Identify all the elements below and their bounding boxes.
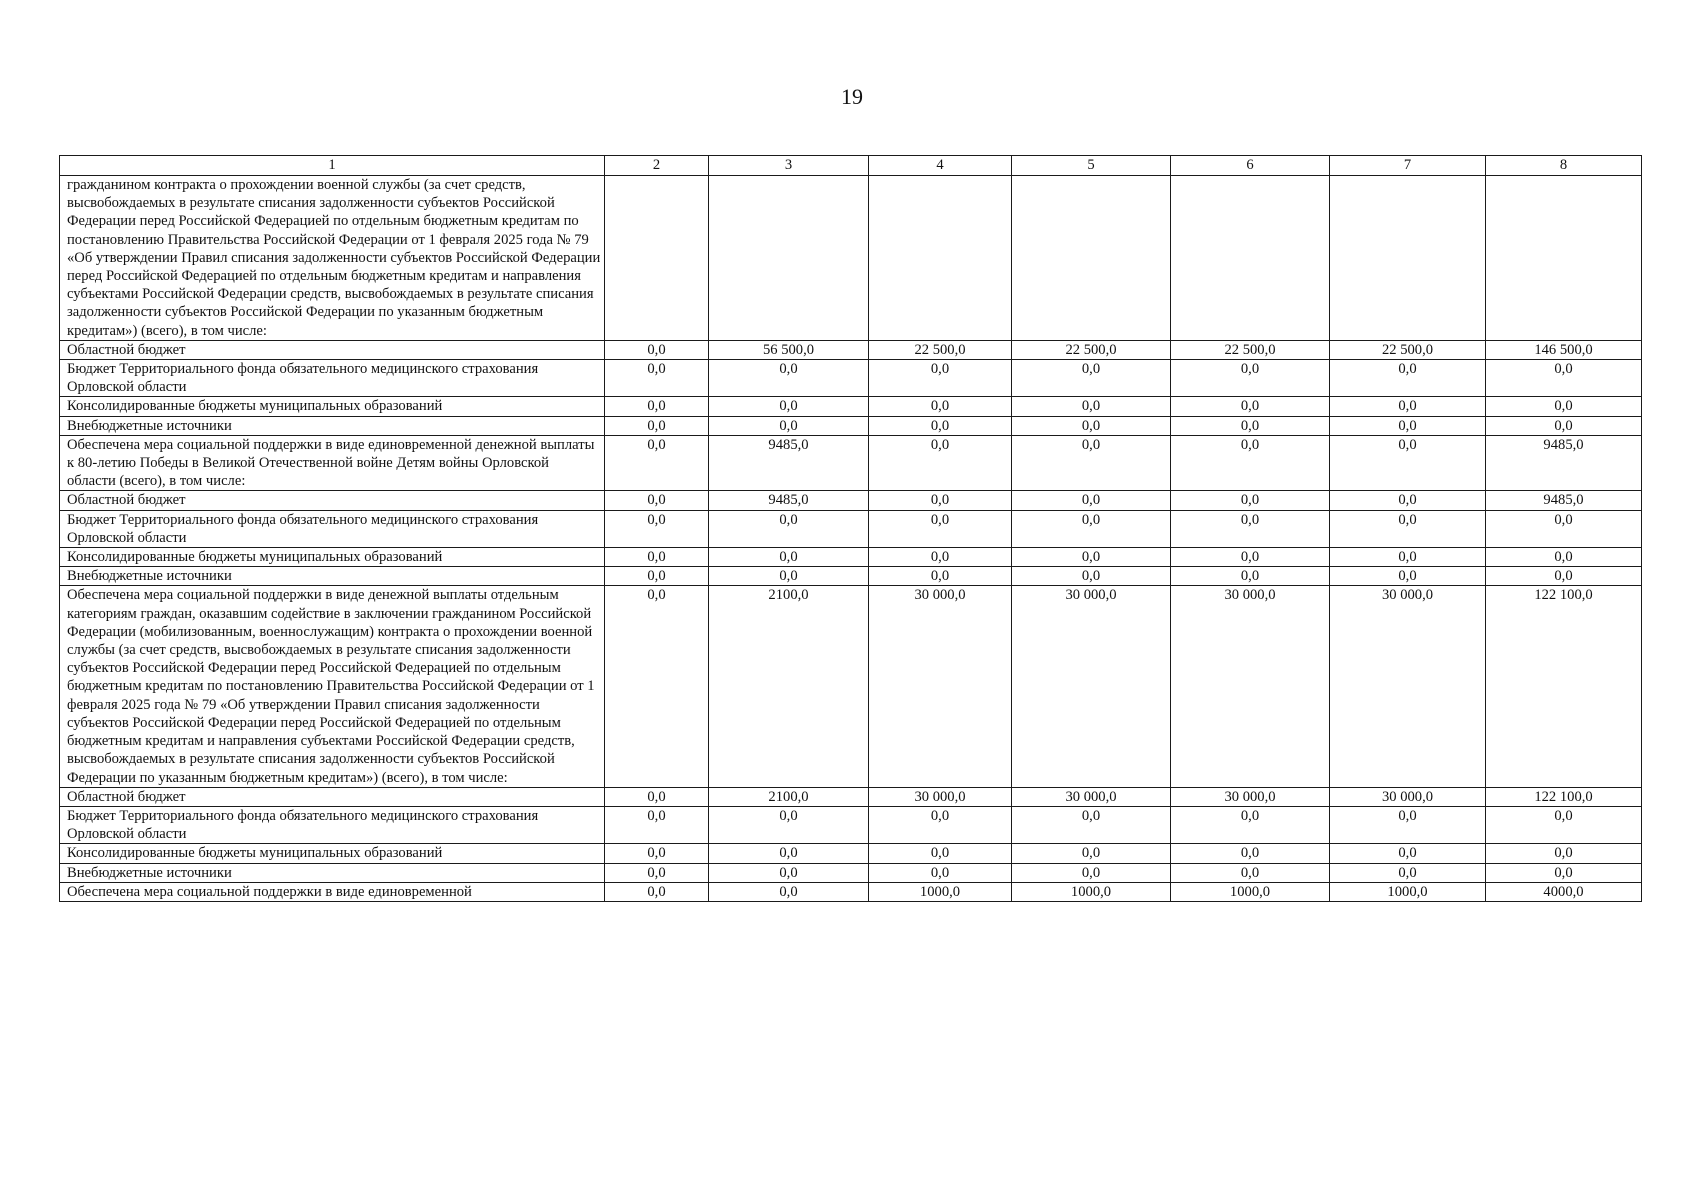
- value-cell: 0,0: [605, 863, 709, 882]
- value-cell: [709, 176, 869, 341]
- column-header: 7: [1330, 156, 1486, 176]
- value-cell: 0,0: [1486, 548, 1642, 567]
- value-cell: 0,0: [605, 360, 709, 397]
- value-cell: 0,0: [605, 510, 709, 547]
- value-cell: 0,0: [709, 567, 869, 586]
- value-cell: 0,0: [605, 416, 709, 435]
- value-cell: 0,0: [1330, 416, 1486, 435]
- value-cell: 0,0: [605, 435, 709, 491]
- value-cell: 0,0: [1486, 397, 1642, 416]
- value-cell: 0,0: [1171, 416, 1330, 435]
- value-cell: 0,0: [709, 882, 869, 901]
- table-row: [60, 360, 1642, 397]
- value-cell: 30 000,0: [869, 586, 1012, 787]
- value-cell: 0,0: [1171, 397, 1330, 416]
- value-cell: 0,0: [1012, 863, 1171, 882]
- value-cell: 0,0: [869, 510, 1012, 547]
- table-row: [60, 510, 1642, 547]
- value-cell: 30 000,0: [869, 787, 1012, 806]
- value-cell: 0,0: [709, 416, 869, 435]
- value-cell: 0,0: [605, 806, 709, 843]
- table-row: [60, 787, 1642, 806]
- table-row: [60, 806, 1642, 843]
- value-cell: 0,0: [1012, 416, 1171, 435]
- value-cell: 0,0: [709, 360, 869, 397]
- value-cell: 0,0: [1330, 435, 1486, 491]
- value-cell: [1171, 176, 1330, 341]
- value-cell: [605, 176, 709, 341]
- value-cell: 0,0: [1330, 397, 1486, 416]
- value-cell: 0,0: [709, 548, 869, 567]
- value-cell: 0,0: [1486, 844, 1642, 863]
- value-cell: 0,0: [605, 567, 709, 586]
- column-header: 1: [60, 156, 605, 176]
- value-cell: 1000,0: [1330, 882, 1486, 901]
- value-cell: 30 000,0: [1171, 586, 1330, 787]
- value-cell: 0,0: [1012, 360, 1171, 397]
- column-header: 3: [709, 156, 869, 176]
- row-label: Консолидированные бюджеты муниципальных образований: [60, 397, 605, 416]
- value-cell: 0,0: [605, 491, 709, 510]
- budget-table: [59, 155, 1642, 902]
- value-cell: 0,0: [869, 863, 1012, 882]
- value-cell: 0,0: [1171, 510, 1330, 547]
- table-row: [60, 416, 1642, 435]
- value-cell: 30 000,0: [1012, 787, 1171, 806]
- value-cell: 56 500,0: [709, 340, 869, 359]
- value-cell: 0,0: [1330, 806, 1486, 843]
- value-cell: 0,0: [709, 863, 869, 882]
- value-cell: 0,0: [1012, 435, 1171, 491]
- row-label: Консолидированные бюджеты муниципальных образований: [60, 548, 605, 567]
- value-cell: 0,0: [605, 844, 709, 863]
- row-label: Обеспечена мера социальной поддержки в виде единовременной: [60, 882, 605, 901]
- value-cell: 0,0: [1012, 844, 1171, 863]
- value-cell: 122 100,0: [1486, 586, 1642, 787]
- row-label: Консолидированные бюджеты муниципальных образований: [60, 844, 605, 863]
- value-cell: 122 100,0: [1486, 787, 1642, 806]
- row-label: Внебюджетные источники: [60, 567, 605, 586]
- value-cell: 0,0: [709, 844, 869, 863]
- row-label: Бюджет Территориального фонда обязательного медицинского страхования Орловской области: [60, 360, 605, 397]
- value-cell: 0,0: [869, 435, 1012, 491]
- value-cell: 0,0: [1171, 435, 1330, 491]
- value-cell: 0,0: [605, 787, 709, 806]
- column-header: 2: [605, 156, 709, 176]
- value-cell: 9485,0: [709, 491, 869, 510]
- value-cell: 0,0: [1171, 806, 1330, 843]
- value-cell: 0,0: [709, 510, 869, 547]
- row-label: Областной бюджет: [60, 787, 605, 806]
- value-cell: 0,0: [869, 806, 1012, 843]
- value-cell: 22 500,0: [1330, 340, 1486, 359]
- value-cell: 0,0: [1012, 491, 1171, 510]
- row-label: Областной бюджет: [60, 491, 605, 510]
- value-cell: 0,0: [1330, 510, 1486, 547]
- table-row: [60, 882, 1642, 901]
- value-cell: 0,0: [869, 397, 1012, 416]
- value-cell: 30 000,0: [1330, 586, 1486, 787]
- value-cell: 22 500,0: [869, 340, 1012, 359]
- value-cell: 0,0: [1012, 510, 1171, 547]
- value-cell: 0,0: [1012, 397, 1171, 416]
- value-cell: 0,0: [1330, 548, 1486, 567]
- value-cell: [1012, 176, 1171, 341]
- column-header: 8: [1486, 156, 1642, 176]
- row-label: Бюджет Территориального фонда обязательного медицинского страхования Орловской области: [60, 510, 605, 547]
- value-cell: 0,0: [605, 548, 709, 567]
- value-cell: 22 500,0: [1171, 340, 1330, 359]
- value-cell: 0,0: [869, 844, 1012, 863]
- column-header: 5: [1012, 156, 1171, 176]
- value-cell: [1330, 176, 1486, 341]
- column-header: 4: [869, 156, 1012, 176]
- table-row: [60, 863, 1642, 882]
- value-cell: 0,0: [1012, 806, 1171, 843]
- value-cell: 30 000,0: [1330, 787, 1486, 806]
- value-cell: 1000,0: [1171, 882, 1330, 901]
- value-cell: 0,0: [1012, 567, 1171, 586]
- value-cell: 0,0: [1486, 863, 1642, 882]
- row-label: Бюджет Территориального фонда обязательного медицинского страхования Орловской области: [60, 806, 605, 843]
- value-cell: 2100,0: [709, 586, 869, 787]
- table-row: [60, 586, 1642, 787]
- value-cell: 0,0: [1012, 548, 1171, 567]
- table-row: [60, 435, 1642, 491]
- table-header-row: [60, 156, 1642, 176]
- value-cell: 0,0: [709, 806, 869, 843]
- value-cell: 9485,0: [1486, 435, 1642, 491]
- value-cell: 0,0: [1330, 863, 1486, 882]
- value-cell: 9485,0: [1486, 491, 1642, 510]
- value-cell: 1000,0: [869, 882, 1012, 901]
- value-cell: 30 000,0: [1012, 586, 1171, 787]
- value-cell: 0,0: [605, 340, 709, 359]
- value-cell: 0,0: [605, 586, 709, 787]
- row-label: Внебюджетные источники: [60, 863, 605, 882]
- value-cell: 0,0: [605, 397, 709, 416]
- value-cell: 1000,0: [1012, 882, 1171, 901]
- value-cell: [869, 176, 1012, 341]
- value-cell: 0,0: [869, 548, 1012, 567]
- row-label: Обеспечена мера социальной поддержки в виде денежной выплаты отдельным категориям граждан, оказавшим содействие в заключении гражданином Российской Федерации (мобилизованным, военнослужащим) контракта о прохождении военной службы (за счет средств, высвобождаемых в результате списания задолженности субъектов Российской Федерации перед Российской Федерацией по отдельным бюджетным кредитам по постановлению Правительства Российской Федерации от 1 февраля 2025 года № 79 «Об утверждении Правил списания задолженности субъектов Российской Федерации перед Российской Федерацией по отдельным бюджетным кредитам и направления субъектами Российской Федерации средств, высвобождаемых в результате списания задолженности субъектов Российской Федерации по указанным бюджетным кредитам») (всего), в том числе:: [60, 586, 605, 787]
- row-label: Обеспечена мера социальной поддержки в виде единовременной денежной выплаты к 80-летию Победы в Великой Отечественной войне Детям войны Орловской области (всего), в том числе:: [60, 435, 605, 491]
- value-cell: 4000,0: [1486, 882, 1642, 901]
- value-cell: 0,0: [605, 882, 709, 901]
- value-cell: 0,0: [869, 360, 1012, 397]
- value-cell: 0,0: [869, 416, 1012, 435]
- table-row: [60, 397, 1642, 416]
- table-row: [60, 340, 1642, 359]
- table-row: [60, 176, 1642, 341]
- value-cell: 0,0: [1171, 360, 1330, 397]
- page-number: 19: [841, 84, 863, 109]
- value-cell: 0,0: [1171, 863, 1330, 882]
- table-row: [60, 548, 1642, 567]
- row-label: Внебюджетные источники: [60, 416, 605, 435]
- value-cell: 0,0: [1330, 844, 1486, 863]
- value-cell: 0,0: [1486, 567, 1642, 586]
- table-row: [60, 567, 1642, 586]
- column-header: 6: [1171, 156, 1330, 176]
- value-cell: 0,0: [1330, 567, 1486, 586]
- value-cell: 0,0: [1330, 491, 1486, 510]
- value-cell: 0,0: [1486, 510, 1642, 547]
- value-cell: 0,0: [869, 491, 1012, 510]
- value-cell: 146 500,0: [1486, 340, 1642, 359]
- value-cell: 0,0: [1171, 567, 1330, 586]
- value-cell: 0,0: [1486, 806, 1642, 843]
- value-cell: 0,0: [1330, 360, 1486, 397]
- value-cell: 0,0: [1486, 416, 1642, 435]
- value-cell: 0,0: [709, 397, 869, 416]
- row-label: Областной бюджет: [60, 340, 605, 359]
- value-cell: 0,0: [1171, 548, 1330, 567]
- value-cell: 22 500,0: [1012, 340, 1171, 359]
- value-cell: 0,0: [869, 567, 1012, 586]
- value-cell: 0,0: [1486, 360, 1642, 397]
- value-cell: 0,0: [1171, 844, 1330, 863]
- value-cell: 9485,0: [709, 435, 869, 491]
- table-row: [60, 844, 1642, 863]
- table-row: [60, 491, 1642, 510]
- value-cell: 30 000,0: [1171, 787, 1330, 806]
- value-cell: 2100,0: [709, 787, 869, 806]
- value-cell: [1486, 176, 1642, 341]
- row-label: гражданином контракта о прохождении военной службы (за счет средств, высвобождаемых в результате списания задолженности субъектов Российской Федерации перед Российской Федерацией по отдельным бюджетным кредитам по постановлению Правительства Российской Федерации от 1 февраля 2025 года № 79 «Об утверждении Правил списания задолженности субъектов Российской Федерации перед Российской Федерацией по отдельным бюджетным кредитам и направления субъектами Российской Федерации средств, высвобождаемых в результате списания задолженности субъектов Российской Федерации по указанным бюджетным кредитам») (всего), в том числе:: [60, 176, 605, 341]
- value-cell: 0,0: [1171, 491, 1330, 510]
